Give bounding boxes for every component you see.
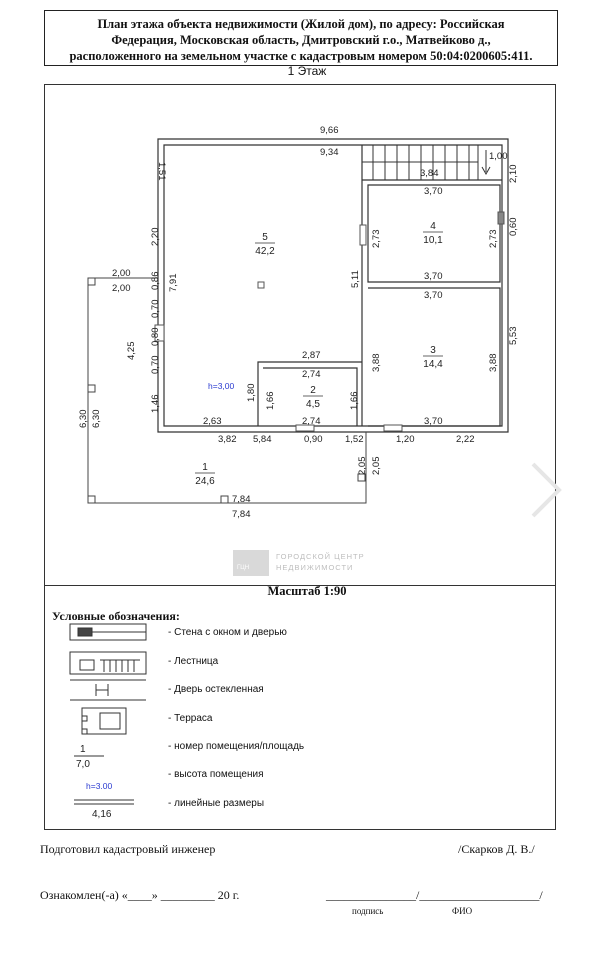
legend-room-sample bbox=[74, 744, 104, 770]
legend-stair-symbol bbox=[70, 652, 146, 674]
dim-stair-len: 3,84 bbox=[420, 168, 439, 179]
dim-r4-top: 3,70 bbox=[424, 186, 443, 197]
legend-dim-sample bbox=[74, 800, 134, 820]
legend-title: Условные обозначения: bbox=[52, 609, 180, 623]
dim-v146: 1,46 bbox=[150, 394, 161, 413]
floor-label: 1 Этаж bbox=[287, 64, 327, 78]
legend-wall-symbol bbox=[70, 624, 146, 640]
dim-r4-left: 2,73 bbox=[371, 229, 382, 248]
dim-b584: 5,84 bbox=[253, 434, 272, 445]
watermark bbox=[233, 550, 365, 576]
dim-r3-right: 3,88 bbox=[488, 353, 499, 372]
height-label: h=3,00 bbox=[208, 381, 235, 391]
acquainted-line: Ознакомлен(-а) «____» _________ 20 г. bbox=[40, 888, 240, 902]
dim-v425: 4,25 bbox=[126, 341, 137, 360]
legend-item-room-number: - номер помещения/площадь bbox=[168, 741, 305, 752]
dim-r3-bottom: 3,70 bbox=[424, 416, 443, 427]
dim-v791: 7,91 bbox=[168, 273, 179, 292]
dim-r3-top: 3,70 bbox=[424, 290, 443, 301]
legend-height-sample bbox=[86, 781, 113, 791]
dim-v205b: 2,05 bbox=[371, 456, 382, 475]
dim-r2-left: 1,66 bbox=[265, 391, 276, 410]
dim-b152: 1,52 bbox=[345, 434, 364, 445]
legend-item-stairs: - Лестница bbox=[168, 656, 219, 667]
dim-stair-w: 1,00 bbox=[489, 151, 508, 162]
dim-r4-bottom: 3,70 bbox=[424, 271, 443, 282]
room-3-number: 3 bbox=[430, 345, 436, 356]
dim-r2-bottom: 2,74 bbox=[302, 416, 321, 427]
dim-r4-right: 2,73 bbox=[488, 229, 499, 248]
dim-v060: 0,60 bbox=[508, 217, 519, 236]
openings bbox=[155, 212, 504, 431]
room-1-number: 1 bbox=[202, 462, 208, 473]
dim-r2-top-inner: 2,74 bbox=[302, 369, 321, 380]
legend-item-glazed-door: - Дверь остекленная bbox=[168, 684, 264, 695]
dim-v630b: 6,30 bbox=[91, 409, 102, 428]
dim-top-outer: 9,66 bbox=[320, 125, 339, 136]
dim-b090: 0,90 bbox=[304, 434, 323, 445]
legend-item-height: - высота помещения bbox=[168, 769, 264, 780]
dim-v086: 0,86 bbox=[150, 271, 161, 290]
dim-v070a: 0,70 bbox=[150, 299, 161, 318]
dim-left-top: 1,51 bbox=[156, 162, 167, 181]
room-3-area: 14,4 bbox=[423, 359, 443, 370]
room-2-number: 2 bbox=[310, 385, 316, 396]
dim-b382: 3,82 bbox=[218, 434, 237, 445]
room-4-walls bbox=[368, 185, 500, 282]
watermark-line-2: НЕДВИЖИМОСТИ bbox=[276, 563, 354, 572]
legend-sample-height: h=3.00 bbox=[86, 781, 113, 791]
dim-b222: 2,22 bbox=[456, 434, 475, 445]
dim-v070b: 0,70 bbox=[150, 355, 161, 374]
dim-terrace-top-outer: 2,00 bbox=[112, 268, 131, 279]
dim-v205a: 2,05 bbox=[357, 456, 368, 475]
next-page-chevron-icon[interactable] bbox=[527, 460, 567, 520]
dim-v511: 5,11 bbox=[350, 270, 361, 288]
dim-right-top: 2,10 bbox=[508, 164, 519, 183]
title-line-3: расположенного на земельном участке с кадастровым номером 50:04:0200605:411. bbox=[69, 49, 533, 63]
legend-terrace-symbol bbox=[82, 708, 126, 734]
engineer-name: /Скарков Д. В./ bbox=[458, 842, 535, 856]
dim-terrace-bottom-outer: 7,84 bbox=[232, 509, 251, 520]
legend-sample-area: 7,0 bbox=[76, 759, 90, 770]
legend-sample-num: 1 bbox=[80, 744, 86, 755]
legend-item-wall: - Стена с окном и дверью bbox=[168, 627, 287, 638]
room-4-number: 4 bbox=[430, 221, 436, 232]
watermark-badge: ГЦН bbox=[237, 565, 250, 571]
dim-v630a: 6,30 bbox=[78, 409, 89, 428]
dimension-labels bbox=[112, 125, 508, 520]
title-line-1: План этажа объекта недвижимости (Жилой дом), по адресу: Российская bbox=[97, 17, 505, 31]
dim-terrace-bottom-inner: 7,84 bbox=[232, 494, 251, 505]
dim-r5-bottom: 2,63 bbox=[203, 416, 222, 427]
room-3-walls bbox=[368, 288, 500, 426]
dim-r2-top-outer: 2,87 bbox=[302, 350, 321, 361]
signature-caption: подпись bbox=[352, 906, 384, 916]
room-1-area: 24,6 bbox=[195, 476, 215, 487]
dim-left-upper: 2,20 bbox=[150, 227, 161, 246]
dim-terrace-top-inner: 2,00 bbox=[112, 283, 131, 294]
dim-v080: 0,80 bbox=[150, 327, 161, 346]
scale-label: Масштаб 1:90 bbox=[267, 584, 347, 598]
room-4-area: 10,1 bbox=[423, 235, 443, 246]
dim-top-inner: 9,34 bbox=[320, 147, 339, 158]
legend-item-dimensions: - линейные размеры bbox=[168, 798, 265, 809]
dim-r2-right: 1,66 bbox=[349, 391, 360, 410]
legend-door-symbol bbox=[70, 680, 146, 700]
legend-sample-dim: 4,16 bbox=[92, 809, 112, 820]
room-2-area: 4,5 bbox=[306, 399, 320, 410]
room-5-number: 5 bbox=[262, 232, 268, 243]
fio-caption: ФИО bbox=[452, 906, 473, 916]
prepared-by-label: Подготовил кадастровый инженер bbox=[40, 842, 216, 856]
dim-v553: 5,53 bbox=[508, 326, 519, 345]
dim-v180: 1,80 bbox=[246, 383, 257, 402]
title-line-2: Федерация, Московская область, Дмитровский г.о., Матвейково д., bbox=[111, 33, 491, 47]
watermark-line-1: ГОРОДСКОЙ ЦЕНТР bbox=[276, 552, 365, 561]
dim-b120: 1,20 bbox=[396, 434, 415, 445]
dim-r3-left: 3,88 bbox=[371, 353, 382, 372]
signature-line: _______________/____________________/ bbox=[326, 888, 543, 902]
room-5-area: 42,2 bbox=[255, 246, 275, 257]
legend-item-terrace: - Терраса bbox=[168, 713, 213, 724]
